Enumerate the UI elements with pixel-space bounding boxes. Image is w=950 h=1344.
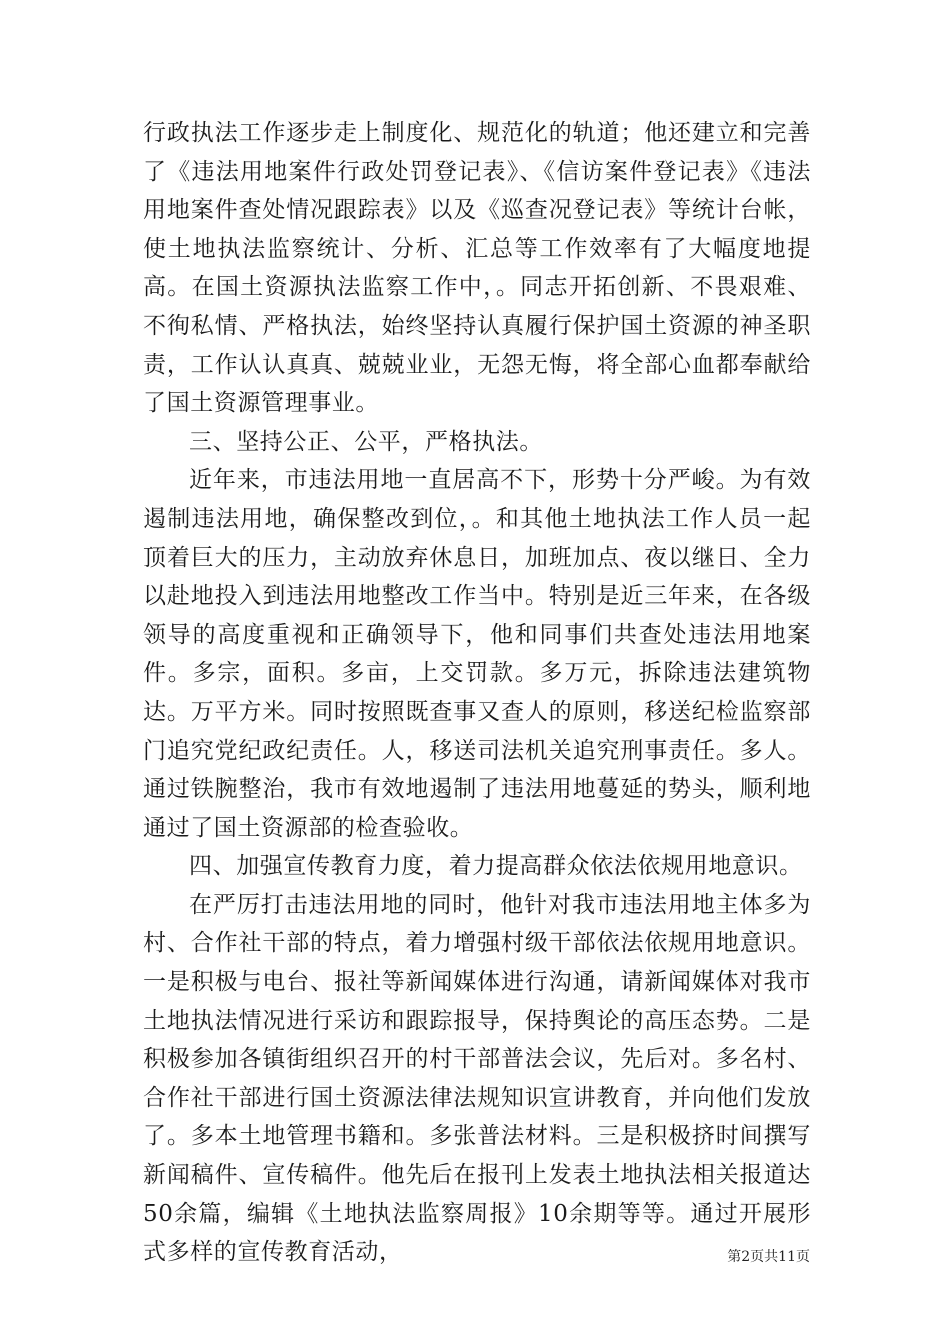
section-heading-three: 三、坚持公正、公平，严格执法。 bbox=[189, 428, 543, 455]
page-number-footer: 第2页共11页 bbox=[727, 1249, 810, 1265]
section-heading-four: 四、加强宣传教育力度，着力提高群众依法依规用地意识。 bbox=[189, 853, 803, 880]
paragraph-publicity: 在严厉打击违法用地的同时，他针对我市违法用地主体多为村、合作社干部的特点，着力增强村级干部依法依规用地意识。一是积极与电台、报社等新闻媒体进行沟通，请新闻媒体对我市土地执法情况进行采访和跟踪报导，保持舆论的高压态势。二是积极参加各镇街组织召开的村干部普法会议，先后对。多名村、合作社干部进行国土资源法律法规知识宣讲教育，并向他们发放了。多本土地管理书籍和。多张普法材料。三是积极挤时间撰写新闻稿件、宣传稿件。他先后在报刊上发表土地执法相关报道达50余篇，编辑《土地执法监察周报》10余期等等。通过开展形式多样的宣传教育活动， bbox=[143, 891, 811, 1266]
paragraph-continuation: 行政执法工作逐步走上制度化、规范化的轨道；他还建立和完善了《违法用地案件行政处罚登记表》、《信访案件登记表》《违法用地案件查处情况跟踪表》以及《巡查况登记表》等统计台帐，使土地执法监察统计、分析、汇总等工作效率有了大幅度地提高。在国土资源执法监察工作中，。同志开拓创新、不畏艰难、不徇私情、严格执法，始终坚持认真履行保护国土资源的神圣职责，工作认认真真、兢兢业业，无怨无悔，将全部心血都奉献给了国土资源管理事业。 bbox=[143, 120, 811, 417]
document-body bbox=[143, 114, 811, 1272]
paragraph-enforcement: 近年来，市违法用地一直居高不下，形势十分严峻。为有效遏制违法用地，确保整改到位，。和其他土地执法工作人员一起顶着巨大的压力，主动放弃休息日，加班加点、夜以继日、全力以赴地投入到违法用地整改工作当中。特别是近三年来，在各级领导的高度重视和正确领导下，他和同事们共查处违法用地案件。多宗，面积。多亩，上交罚款。多万元，拆除违法建筑物达。万平方米。同时按照既查事又查人的原则，移送纪检监察部门追究党纪政纪责任。人，移送司法机关追究刑事责任。多人。通过铁腕整治，我市有效地遏制了违法用地蔓延的势头，顺利地通过了国土资源部的检查验收。 bbox=[143, 467, 811, 841]
